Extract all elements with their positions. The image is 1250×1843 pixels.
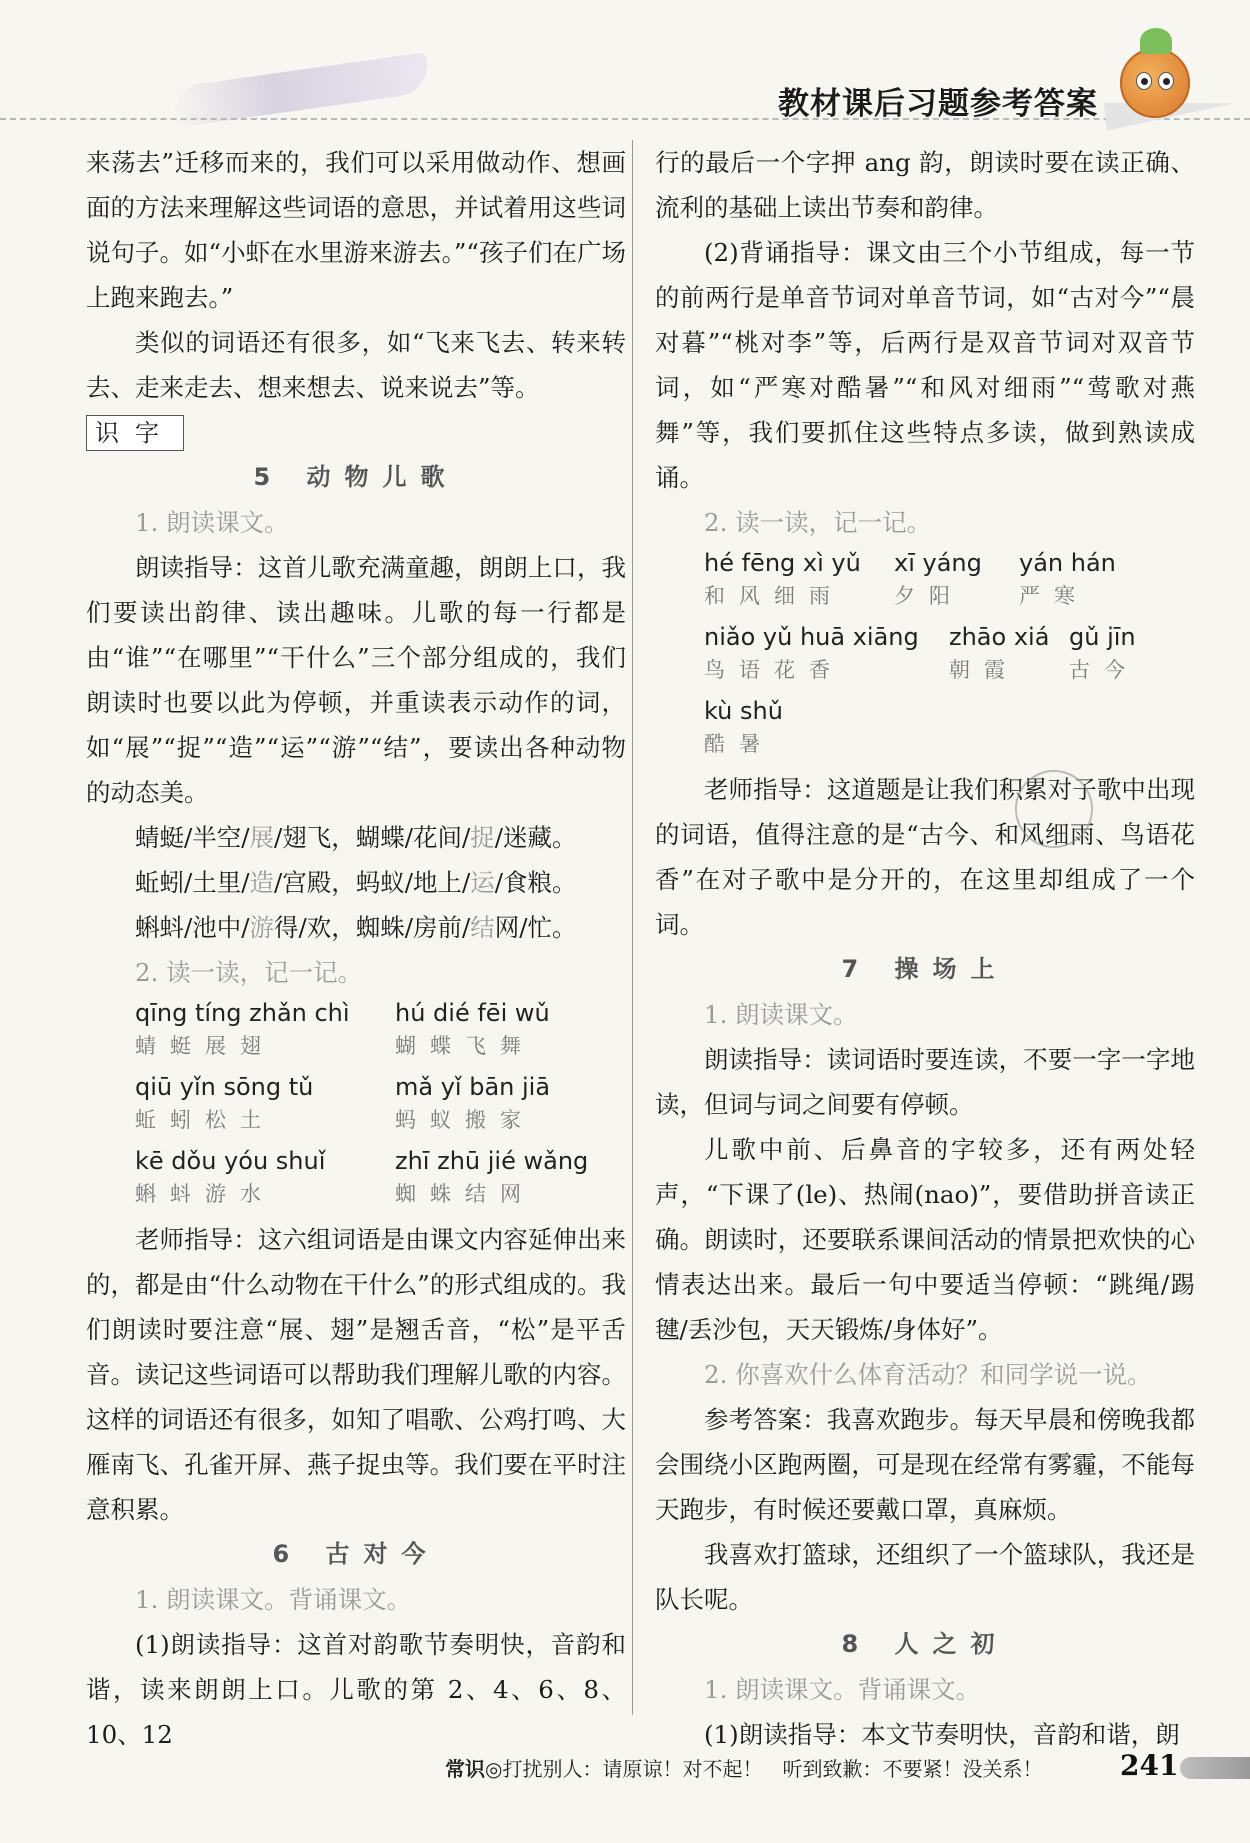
pinyin-word: xī yáng 夕阳: [894, 549, 982, 608]
lesson-title: 8 人之初: [841, 1630, 1009, 1658]
lesson-title: 5 动物儿歌: [253, 463, 459, 491]
right-column: [655, 140, 1195, 1757]
page-header: [0, 0, 1250, 140]
page-number: 241: [1120, 1749, 1179, 1782]
pinyin-word: gǔ jīn 古今: [1069, 623, 1139, 682]
page-footer: [0, 1745, 1250, 1795]
exercise-question: 1. 朗读课文。: [135, 508, 289, 537]
pinyin-row: [704, 619, 1195, 693]
verse-line: 蝌蚪/池中/游得/欢，蜘蛛/房前/结网/忙。: [135, 913, 577, 942]
verse-line: 蜻蜓/半空/展/翅飞，蝴蝶/花间/捉/迷藏。: [135, 823, 577, 852]
paragraph: 参考答案：我喜欢跑步。每天早晨和傍晚我都会围绕小区跑两圈，可是现在经常有雾霾，不能每天跑步，有时候还要戴口罩，真麻烦。: [655, 1405, 1195, 1524]
pinyin-row: [704, 693, 1195, 767]
paragraph: 类似的词语还有很多，如“飞来飞去、转来转去、走来走去、想来想去、说来说去”等。: [86, 328, 626, 402]
paragraph: 我喜欢打篮球，还组织了一个篮球队，我还是队长呢。: [655, 1540, 1195, 1614]
pinyin-row: [135, 995, 626, 1069]
paragraph: (2)背诵指导：课文由三个小节组成，每一节的前两行是单音节词对单音节词，如“古对今”“晨对暮”“桃对李”等，后两行是双音节词对双音节词，如“严寒对酷暑”“和风对细雨”“莺歌对燕舞”等，我们要抓住这些特点多读，做到熟读成诵。: [655, 238, 1195, 492]
verse-line: 蚯蚓/土里/造/宫殿，蚂蚁/地上/运/食粮。: [135, 868, 577, 897]
exercise-question: 2. 你喜欢什么体育活动？和同学说一说。: [704, 1360, 1152, 1389]
paragraph: 行的最后一个字押 ang 韵，朗读时要在读正确、流利的基础上读出节奏和韵律。: [655, 148, 1195, 222]
ribbon-decoration: [168, 52, 431, 128]
paragraph: 来荡去”迁移而来的，我们可以采用做动作、想画面的方法来理解这些词语的意思，并试着用这些词说句子。如“小虾在水里游来游去。”“孩子们在广场上跑来跑去。”: [86, 148, 626, 312]
pinyin-word: qīng tíng zhǎn chì 蜻蜓展翅: [135, 999, 350, 1058]
pinyin-word: kù shǔ 酷暑: [704, 697, 783, 756]
pinyin-word: yán hán 严寒: [1019, 549, 1116, 608]
pinyin-word: mǎ yǐ bān jiā 蚂蚁搬家: [395, 1073, 551, 1132]
column-divider: [632, 140, 633, 1715]
pinyin-word: qiū yǐn sōng tǔ 蚯蚓松土: [135, 1073, 314, 1132]
paragraph: (1)朗读指导：这首对韵歌节奏明快，音韵和谐，读来朗朗上口。儿歌的第 2、4、6、8、10、12: [86, 1630, 626, 1749]
paragraph: 老师指导：这道题是让我们积累对子歌中出现的词语，值得注意的是“古今、和风细雨、鸟语花香”在对子歌中是分开的，在这里却组成了一个词。: [655, 775, 1195, 939]
pinyin-row: [135, 1069, 626, 1143]
footer-tip: 常识◎打扰别人：请原谅！对不起！ 听到致歉：不要紧！没关系！: [445, 1757, 1043, 1781]
section-tag: 识字: [86, 415, 184, 451]
lesson-title: 6 古对今: [272, 1540, 440, 1568]
paragraph: 老师指导：这六组词语是由课文内容延伸出来的，都是由“什么动物在干什么”的形式组成的。我们朗读时要注意“展、翅”是翘舌音，“松”是平舌音。读记这些词语可以帮助我们理解儿歌的内容。这样的词语还有很多，如知了唱歌、公鸡打鸣、大雁南飞、孔雀开屏、燕子捉虫等。我们要在平时注意积累。: [86, 1225, 626, 1524]
paragraph: 儿歌中前、后鼻音的字较多，还有两处轻声，“下课了(le)、热闹(nao)”，要借助拼音读正确。朗读时，还要联系课间活动的情景把欢快的心情表达出来。最后一句中要适当停顿：“跳绳/踢毽/丢沙包，天天锻炼/身体好”。: [655, 1135, 1195, 1344]
exercise-question: 1. 朗读课文。背诵课文。: [704, 1675, 981, 1704]
paragraph: (1)朗读指导：本文节奏明快，音韵和谐，朗: [704, 1720, 1180, 1749]
page-tab-decoration: [1180, 1757, 1250, 1779]
pinyin-word: zhāo xiá 朝霞: [949, 623, 1050, 682]
pinyin-word: hé fēng xì yǔ 和风细雨: [704, 549, 861, 608]
mascot-icon: [1120, 48, 1190, 118]
exercise-question: 1. 朗读课文。: [704, 1000, 858, 1029]
left-column: [86, 140, 626, 1757]
exercise-question: 2. 读一读，记一记。: [704, 508, 932, 537]
page-header-title: 教材课后习题参考答案: [778, 86, 1098, 122]
pinyin-row: [704, 545, 1195, 619]
pinyin-word: kē dǒu yóu shuǐ 蝌蚪游水: [135, 1147, 326, 1206]
pinyin-row: [135, 1143, 626, 1217]
exercise-question: 1. 朗读课文。背诵课文。: [135, 1585, 412, 1614]
pinyin-word: niǎo yǔ huā xiāng 鸟语花香: [704, 623, 919, 682]
pinyin-word: zhī zhū jié wǎng 蜘蛛结网: [395, 1147, 589, 1206]
exercise-question: 2. 读一读，记一记。: [135, 958, 363, 987]
lesson-title: 7 操场上: [841, 955, 1009, 983]
paragraph: 朗读指导：读词语时要连读，不要一字一字地读，但词与词之间要有停顿。: [655, 1045, 1195, 1119]
pinyin-word: hú dié fēi wǔ 蝴蝶飞舞: [395, 999, 550, 1058]
paragraph: 朗读指导：这首儿歌充满童趣，朗朗上口，我们要读出韵律、读出趣味。儿歌的每一行都是由“谁”“在哪里”“干什么”三个部分组成的，我们朗读时也要以此为停顿，并重读表示动作的词，如“展”“捉”“造”“运”“游”“结”，要读出各种动物的动态美。: [86, 553, 626, 807]
